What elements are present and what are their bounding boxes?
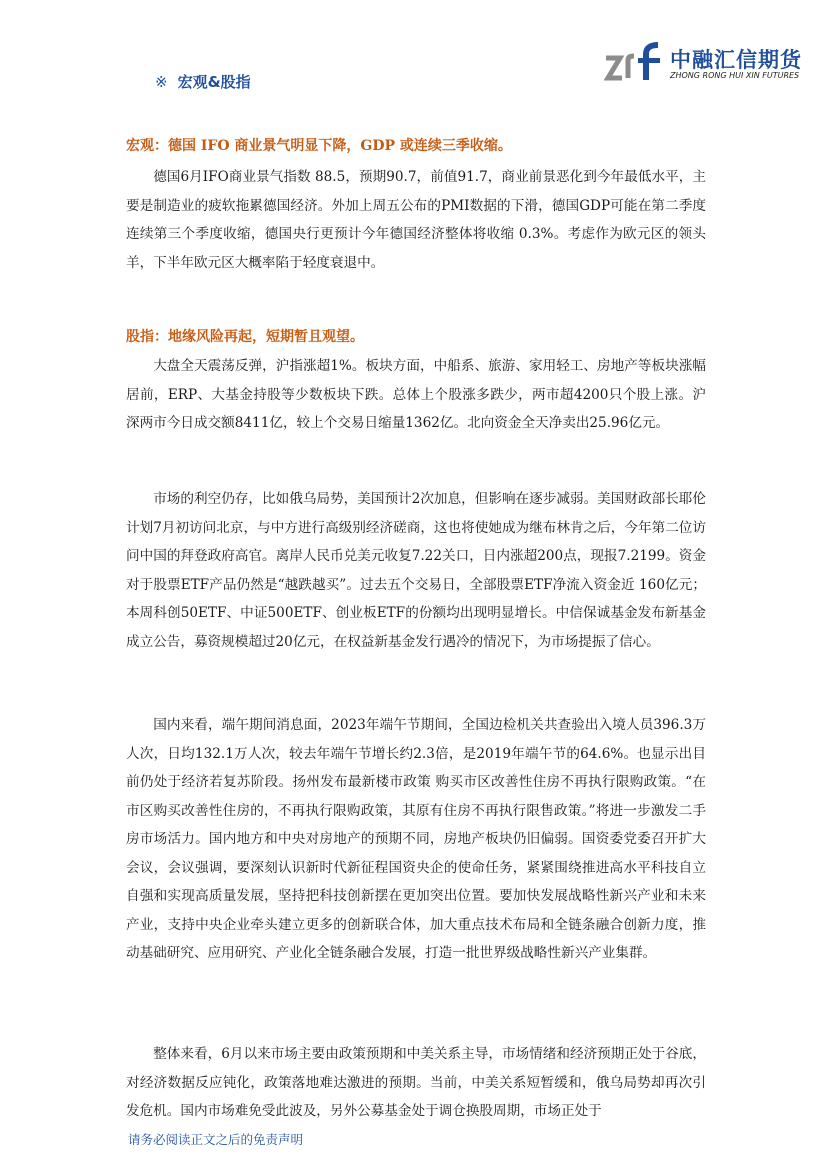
section-title [155,71,251,92]
index-heading: 股指：地缘风险再起，短期暂且观望。 [126,329,364,345]
macro-heading: 宏观：德国 IFO 商业景气明显下降，GDP 或连续三季收缩。 [126,138,512,154]
company-logo [604,42,802,84]
index-paragraph-2: 市场的利空仍存，比如俄乌局势，美国预计2次加息，但影响在逐步减弱。美国财政部长耶伦计划7月初访问北京，与中方进行高级别经济磋商，这也将使她成为继布林肯之后，今年第二位访问中国的拜登政府高官。离岸人民币兑美元收复7.22关口，日内涨超200点，现报7.2199。资金对于股票ETF产品仍然是“越跌越买”。过去五个交易日，全部股票ETF净流入资金近 160亿元；本周科创50ETF、中证500ETF、创业板ETF的份额均出现明显增长。中信保诚基金发布新基金成立公告，募资规模超过20亿元，在权益新基金发行遇冷的情况下，为市场提振了信心。 [126,491,706,650]
index-paragraph-4: 整体来看，6月以来市场主要由政策预期和中美关系主导，市场情绪和经济预期正处于谷底，对经济数据反应钝化，政策落地难达激进的预期。当前，中美关系短暂缓和，俄乌局势却再次引发危机。国内市场难免受此波及，另外公募基金处于调仓换股周期，市场正处于 [126,1046,706,1119]
index-paragraph-3: 国内来看，端午期间消息面，2023年端午节期间，全国边检机关共查验出入境人员396.3万人次，日均132.1万人次，较去年端午节增长约2.3倍，是2019年端午节的64.6%。也显示出目前仍处于经济若复苏阶段。扬州发布最新楼市政策 购买市区改善性住房不再执行限购政策。“在市区购买改善性住房的，不再执行限购政策，其原有住房不再执行限售政策。”将进一步激发二手房市场活力。国内地方和中央对房地产的预期不同，房地产板块仍旧偏弱。国资委党委召开扩大会议，会议强调，要深刻认识新时代新征程国资央企的使命任务，紧紧围绕推进高水平科技自立自强和实现高质量发展，坚持把科技创新摆在更加突出位置。要加快发展战略性新兴产业和未来产业，支持中央企业牵头建立更多的创新联合体，加大重点技术布局和全链条融合创新力度，推动基础研究、应用研究、产业化全链条融合发展，打造一批世界级战略性新兴产业集群。 [126,717,706,961]
logo-text-cn: 中融汇信期货 [670,48,802,72]
index-paragraph-1: 大盘全天震荡反弹，沪指涨超1%。板块方面，中船系、旅游、家用轻工、房地产等板块涨幅居前，ERP、大基金持股等少数板块下跌。总体上个股涨多跌少，两市超4200只个股上涨。沪深两市今日成交额8411亿，较上个交易日缩量1362亿。北向资金全天净卖出25.96亿元。 [126,358,706,431]
footer-disclaimer: 请务必阅读正文之后的免责声明 [128,1132,304,1147]
macro-paragraph: 德国6月IFO商业景气指数 88.5，预期90.7，前值91.7，商业前景恶化到今年最低水平，主要是制造业的疲软拖累德国经济。外加上周五公布的PMI数据的下滑，德国GDP可能在第二季度连续第三个季度收缩，德国央行更预计今年德国经济整体将收缩 0.3%。考虑作为欧元区的领头羊，下半年欧元区大概率陷于轻度衰退中。 [126,169,706,271]
reference-mark-icon: ※ [155,73,168,91]
zrf-logo-icon [604,42,664,82]
logo-text-en: ZHONG RONG HUI XIN FUTURES [670,71,800,80]
section-title-text: 宏观&股指 [177,73,251,91]
